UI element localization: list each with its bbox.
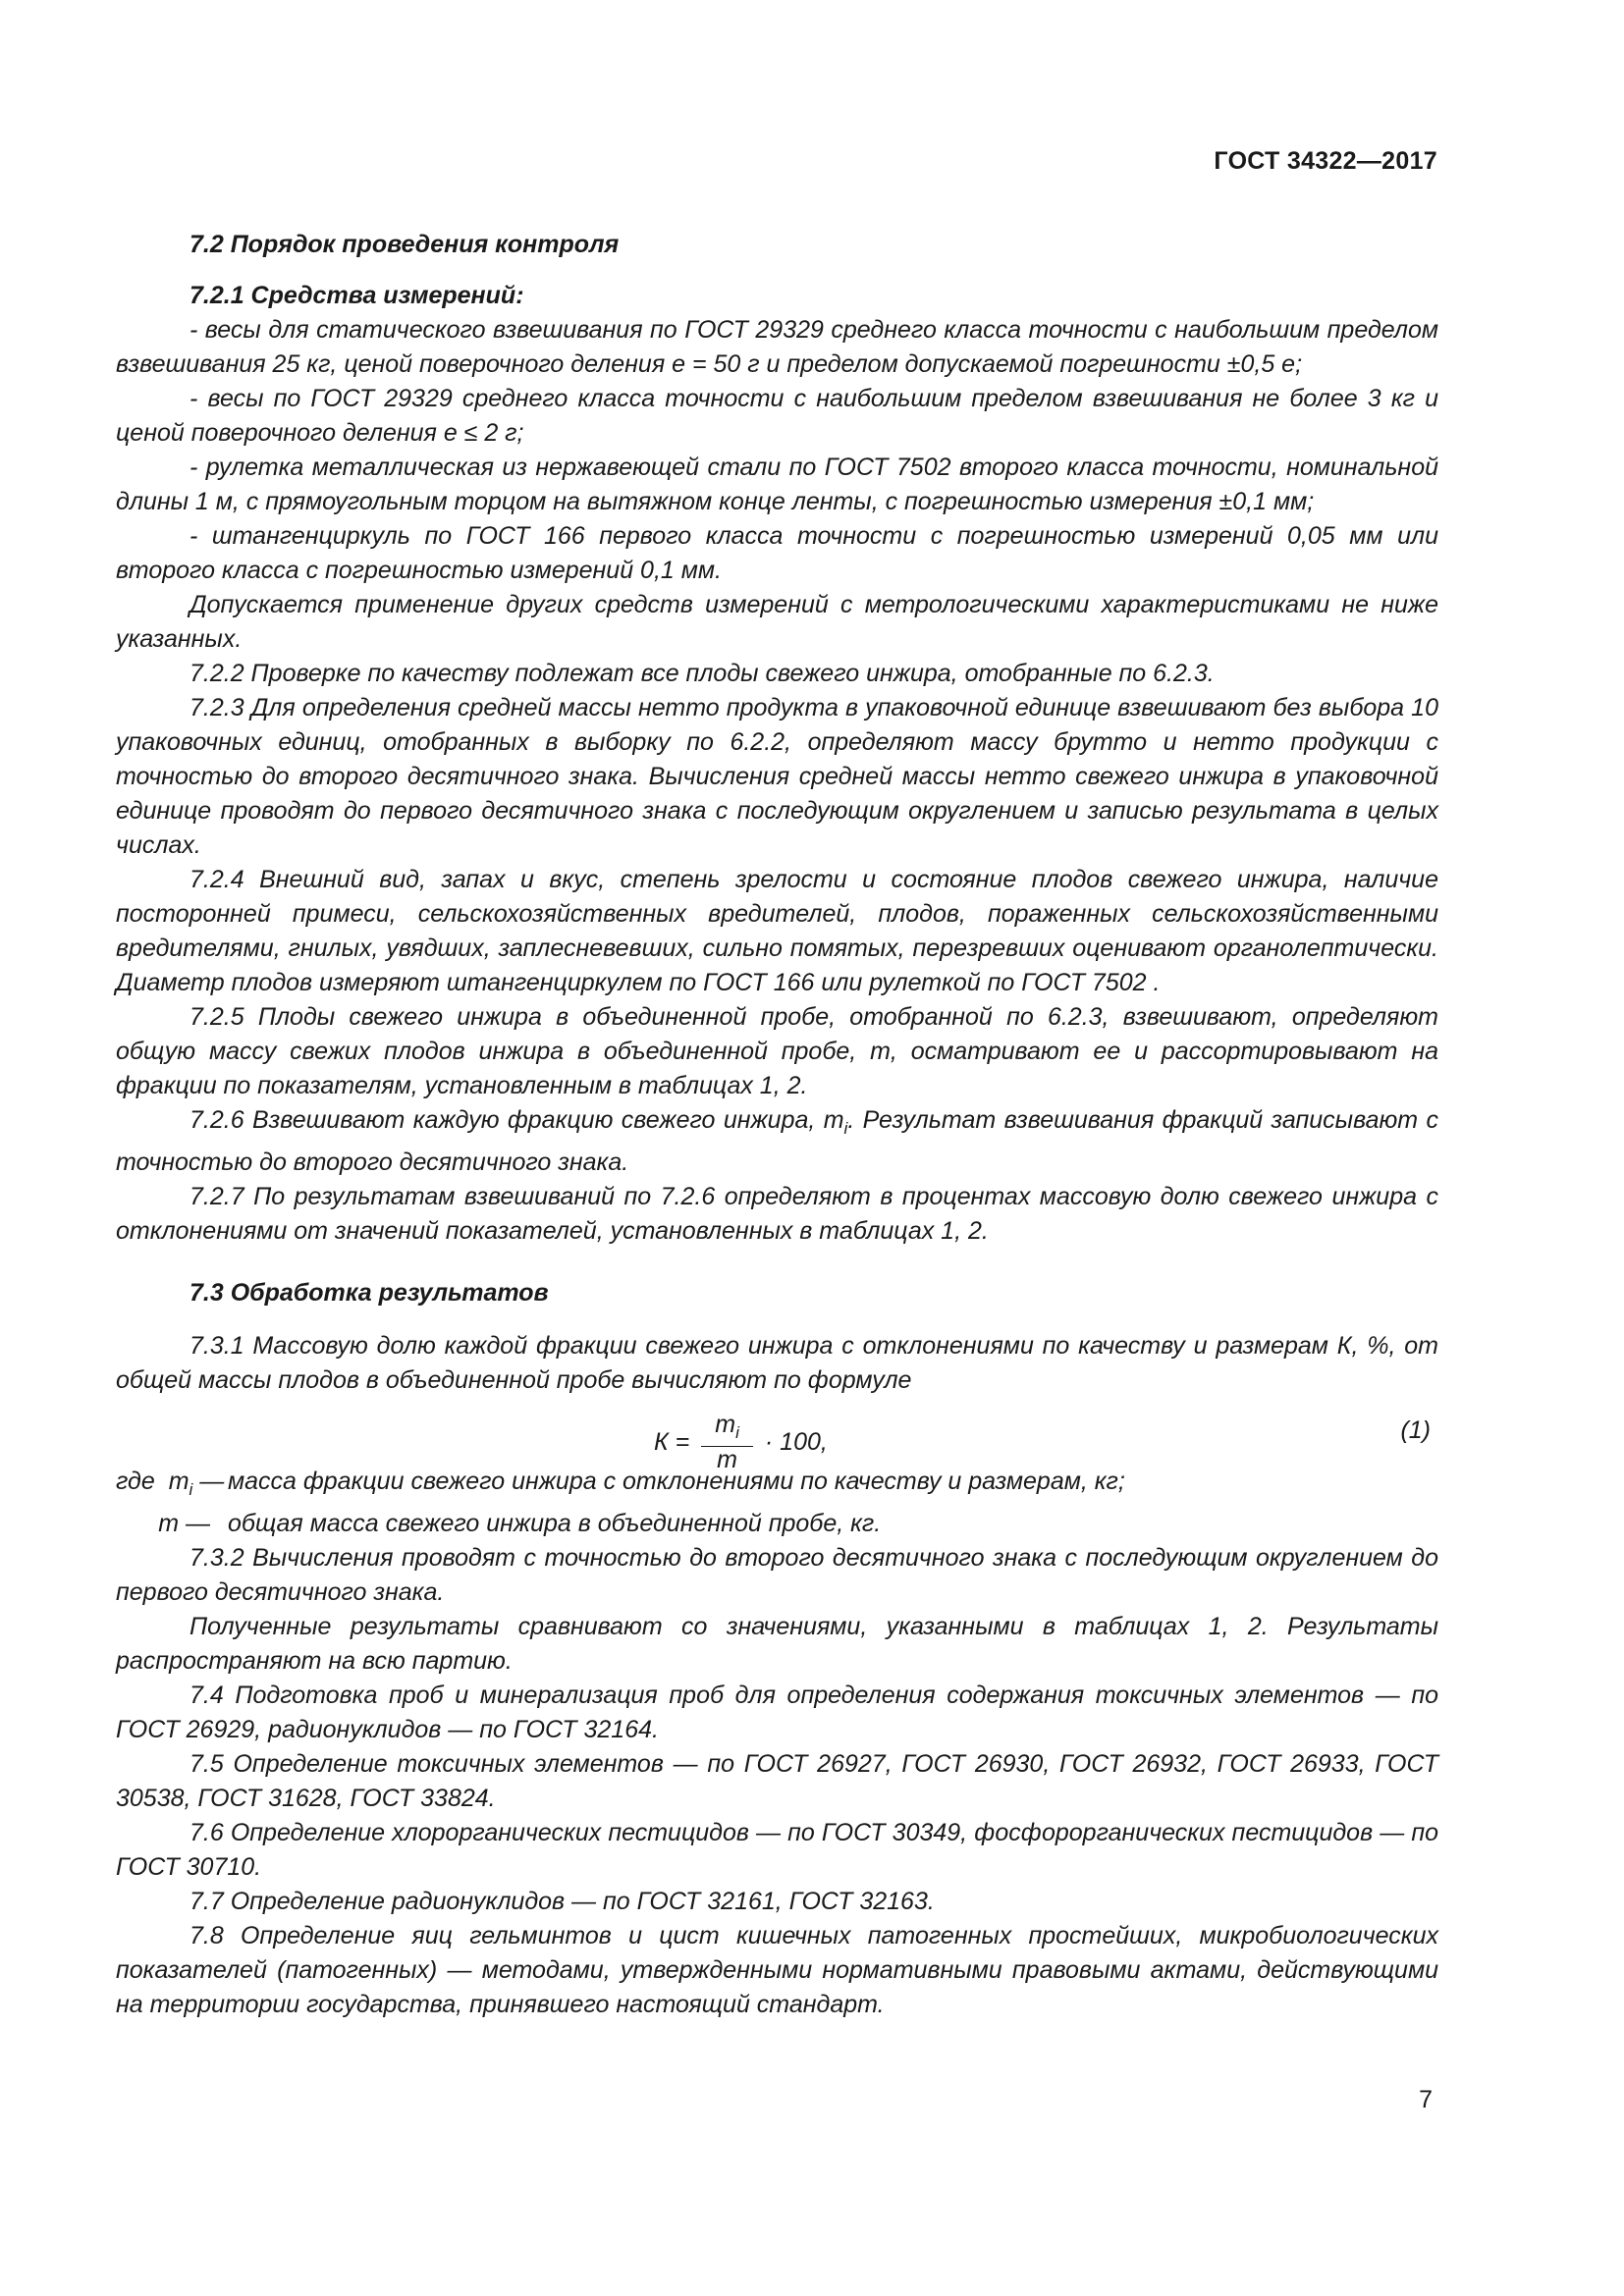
symbol-subscript: i bbox=[189, 1480, 193, 1499]
paragraph-7-2-2: 7.2.2 Проверке по качеству подлежат все плоды свежего инжира, отобранные по 6.2.3. bbox=[189, 660, 1215, 687]
paragraph-7-2-4: 7.2.4 Внешний вид, запах и вкус, степень зрелости и состояние плодов свежего инжира, наличие посторонней примеси, сельскохозяйственных вредителей, плодов, пораженных сельскохозяйственными вредителями, гнилых, увядших, заплесневевших, сильно помятых, перезревших оценивают органолептически. Диаметр плодов измеряют штангенциркулем по ГОСТ 166 или рулеткой по ГОСТ 7502 . bbox=[116, 866, 1438, 996]
symbol-m: m bbox=[168, 1468, 189, 1495]
list-item: - рулетка металлическая из нержавеющей стали по ГОСТ 7502 второго класса точности, номинальной длины 1 м, с прямоугольным торцом на вытяжном конце ленты, с погрешностью измерения ±0,1 мм; bbox=[116, 454, 1438, 515]
paragraph: Полученные результаты сравнивают со значениями, указанными в таблицах 1, 2. Результаты распространяют на всю партию. bbox=[116, 1613, 1438, 1675]
fraction-denominator: m bbox=[717, 1446, 737, 1473]
paragraph-7-2-5: 7.2.5 Плоды свежего инжира в объединенной пробе, отобранной по 6.2.3, взвешивают, определяют общую массу свежих плодов инжира в объединенной пробе, m, осматривают ее и рассортировывают на фракции по показателям, установленным в таблицах 1, 2. bbox=[116, 1003, 1438, 1099]
paragraph-7-3-2: 7.3.2 Вычисления проводят с точностью до второго десятичного знака с последующим округлением до первого десятичного знака. bbox=[116, 1544, 1438, 1606]
text: 7.2.6 Взвешивают каждую фракцию свежего инжира, m bbox=[189, 1106, 844, 1134]
where-row-2 bbox=[116, 1507, 1438, 1541]
section-title-7-3: 7.3 Обработка результатов bbox=[189, 1279, 549, 1307]
where-symbol bbox=[116, 1465, 225, 1507]
where-prefix: где bbox=[116, 1468, 155, 1495]
paragraph-7-2-7: 7.2.7 По результатам взвешиваний по 7.2.6 определяют в процентах массовую долю свежего инжира с отклонениями от значений показателей, установленных в таблицах 1, 2. bbox=[116, 1183, 1438, 1245]
paragraph-7-7: 7.7 Определение радионуклидов — по ГОСТ 32161, ГОСТ 32163. bbox=[189, 1888, 935, 1915]
where-symbol bbox=[116, 1507, 210, 1541]
paragraph-7-6: 7.6 Определение хлорорганических пестицидов — по ГОСТ 30349, фосфорорганических пестицидов — по ГОСТ 30710. bbox=[116, 1819, 1438, 1881]
section-title-7-2: 7.2 Порядок проведения контроля bbox=[189, 231, 620, 258]
paragraph-7-2-6 bbox=[116, 1103, 1438, 1180]
document-body bbox=[116, 228, 1438, 2022]
list-item: - весы для статического взвешивания по ГОСТ 29329 среднего класса точности с наибольшим пределом взвешивания 25 кг, ценой поверочного деления е = 50 г и пределом допускаемой погрешности ±0,5 е; bbox=[116, 316, 1438, 378]
formula-number: (1) bbox=[1400, 1416, 1431, 1444]
page-number: 7 bbox=[1419, 2086, 1433, 2113]
numerator-subscript: i bbox=[735, 1423, 739, 1442]
text: . Результат взвешивания фракций записывают с точностью до второго десятичного знака. bbox=[116, 1106, 1438, 1176]
fraction bbox=[701, 1412, 753, 1472]
paragraph-7-3-1: 7.3.1 Массовую долю каждой фракции свежего инжира с отклонениями по качеству и размерам К, %, от общей массы плодов в объединенной пробе вычисляют по формуле bbox=[116, 1332, 1438, 1394]
dash: — bbox=[186, 1510, 210, 1537]
list-item: - штангенциркуль по ГОСТ 166 первого класса точности с погрешностью измерений 0,05 мм или второго класса с погрешностью измерений 0,1 мм. bbox=[116, 522, 1438, 584]
numerator-symbol: m bbox=[715, 1411, 736, 1438]
where-description: общая масса свежего инжира в объединенной пробе, кг. bbox=[228, 1510, 882, 1537]
paragraph-7-5: 7.5 Определение токсичных элементов — по ГОСТ 26927, ГОСТ 26930, ГОСТ 26932, ГОСТ 26933, ГОСТ 30538, ГОСТ 31628, ГОСТ 33824. bbox=[116, 1750, 1438, 1812]
where-description: масса фракции свежего инжира с отклонениями по качеству и размерам, кг; bbox=[228, 1468, 1125, 1495]
formula-expression bbox=[654, 1412, 828, 1472]
list-item: - весы по ГОСТ 29329 среднего класса точности с наибольшим пределом взвешивания не более 3 кг и ценой поверочного деления е ≤ 2 г; bbox=[116, 385, 1438, 447]
paragraph-7-2-3: 7.2.3 Для определения средней массы нетто продукта в упаковочной единице взвешивают без выбора 10 упаковочных единиц, отобранных в выборку по 6.2.2, определяют массу брутто и нетто продукции с точностью до второго десятичного знака. Вычисления средней массы нетто свежего инжира в упаковочной единице проводят до первого десятичного знака с последующим округлением и записью результата в целых числах. bbox=[116, 694, 1438, 859]
paragraph-7-8: 7.8 Определение яиц гельминтов и цист кишечных патогенных простейших, микробиологических показателей (патогенных) — методами, утвержденными нормативными правовыми актами, действующими на территории государства, принявшего настоящий стандарт. bbox=[116, 1922, 1438, 2018]
subsection-title-7-2-1: 7.2.1 Средства измерений: bbox=[189, 282, 524, 309]
fraction-numerator bbox=[701, 1412, 753, 1447]
subscript: i bbox=[843, 1119, 848, 1138]
formula-rhs: · 100, bbox=[764, 1427, 828, 1456]
document-id: ГОСТ 34322—2017 bbox=[1214, 147, 1437, 175]
paragraph: Допускается применение других средств измерений с метрологическими характеристиками не ниже указанных. bbox=[116, 591, 1438, 653]
formula-lhs: К = bbox=[654, 1427, 690, 1456]
symbol-m: m bbox=[158, 1510, 180, 1537]
dash: — bbox=[199, 1468, 225, 1495]
formula-1 bbox=[116, 1402, 1438, 1473]
paragraph-7-4: 7.4 Подготовка проб и минерализация проб для определения содержания токсичных элементов — по ГОСТ 26929, радионуклидов — по ГОСТ 32164. bbox=[116, 1682, 1438, 1743]
